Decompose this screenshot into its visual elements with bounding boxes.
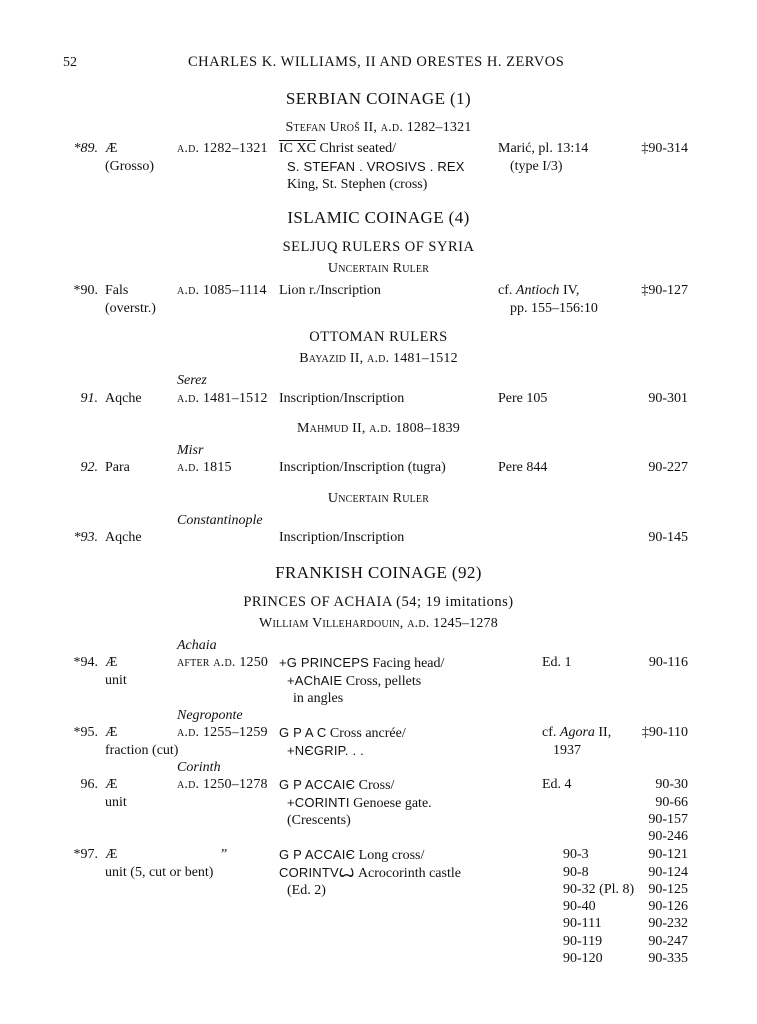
subtitle-ottoman: OTTOMAN RULERS xyxy=(309,329,448,345)
description-line-1 xyxy=(279,654,444,672)
reference-pages: pp. 155–156:10 xyxy=(510,301,598,316)
subtitle-seljuq: SELJUQ RULERS OF SYRIA xyxy=(282,239,475,255)
reference xyxy=(498,282,579,299)
reference: Marić, pl. 13:14 xyxy=(498,141,589,156)
description-line-2 xyxy=(279,864,461,882)
denomination: unit xyxy=(105,795,127,810)
description-text: Genoese gate. xyxy=(349,796,432,811)
description-text: Facing head/ xyxy=(368,656,445,671)
inventory-number-right: 90-335 xyxy=(648,951,688,966)
description-line-1 xyxy=(279,846,424,864)
reference: Ed. 1 xyxy=(542,655,572,670)
subtitle-achaia: PRINCES OF ACHAIA (54; 19 imitations) xyxy=(243,594,514,610)
ref-prefix: cf. xyxy=(542,725,560,740)
date: a.d. 1481–1512 xyxy=(177,391,268,406)
description-line-3: in angles xyxy=(293,691,344,706)
inventory-number-left: 90-40 xyxy=(563,899,596,914)
ruler-bayazid: Bayazid II, a.d. 1481–1512 xyxy=(299,351,458,366)
inventory-number: ‡90-314 xyxy=(641,141,688,156)
ditto-mark: ” xyxy=(221,847,228,862)
reference-type: (type I/3) xyxy=(510,159,563,174)
legend: CORINTVꙌ xyxy=(279,865,355,880)
inventory-number: 90-227 xyxy=(648,460,688,475)
inventory-number-left: 90-3 xyxy=(563,847,589,862)
date: a.d. 1250–1278 xyxy=(177,777,268,792)
ruler-william: William Villehardouin, a.d. 1245–1278 xyxy=(259,616,498,631)
inventory-number: 90-116 xyxy=(648,655,688,670)
denomination: Para xyxy=(105,460,130,475)
description-line-3: (Ed. 2) xyxy=(287,883,326,898)
entry-number: *89. xyxy=(73,141,98,156)
description: Lion r./Inscription xyxy=(279,283,381,298)
legend: G P ACCAIЄ xyxy=(279,847,356,862)
denomination: Aqche xyxy=(105,530,142,545)
entry-number: *97. xyxy=(73,847,98,862)
description-line-1 xyxy=(279,140,396,157)
mint: Misr xyxy=(177,443,204,458)
inventory-number: 90-157 xyxy=(648,812,688,827)
ruler-uncertain-2: Uncertain Ruler xyxy=(327,491,430,506)
inventory-number-left: 90-32 (Pl. 8) xyxy=(563,882,635,897)
mint: Achaia xyxy=(177,638,217,653)
inventory-number: ‡90-110 xyxy=(641,725,688,740)
reference xyxy=(542,724,611,741)
description-line-1 xyxy=(279,776,394,794)
date: after a.d. 1250 xyxy=(177,655,269,670)
metal: Æ xyxy=(105,141,118,156)
entry-number: 96. xyxy=(80,777,98,792)
description-legend: +NЄGRIP. . . xyxy=(287,743,364,758)
ref-title: Agora xyxy=(559,725,595,740)
description-line-3: (Crescents) xyxy=(287,813,351,828)
inventory-number-right: 90-126 xyxy=(648,899,688,914)
metal: Æ xyxy=(105,777,118,792)
ruler-uncertain: Uncertain Ruler xyxy=(327,261,430,276)
reference-year: 1937 xyxy=(553,743,581,758)
description-text: Acrocorinth castle xyxy=(354,866,461,881)
section-title-frankish: FRANKISH COINAGE (92) xyxy=(275,563,482,582)
section-title-serbian: SERBIAN COINAGE (1) xyxy=(285,89,472,108)
monogram: IC XC xyxy=(279,141,316,156)
description-line-1 xyxy=(279,724,406,742)
inventory-number-left: 90-111 xyxy=(563,916,602,931)
description: Inscription/Inscription xyxy=(279,530,405,545)
inventory-number-left: 90-8 xyxy=(563,865,589,880)
page-number: 52 xyxy=(63,55,77,70)
inventory-number: 90-246 xyxy=(648,829,688,844)
date: a.d. 1815 xyxy=(177,460,232,475)
denomination: unit xyxy=(105,673,127,688)
inventory-number: 90-66 xyxy=(655,795,688,810)
legend: +CORINTI xyxy=(287,795,350,810)
entry-number: *94. xyxy=(73,655,98,670)
inventory-number-right: 90-121 xyxy=(648,847,688,862)
legend: G P A C xyxy=(279,725,327,740)
description-text: Cross, pellets xyxy=(342,674,422,689)
mint: Corinth xyxy=(177,760,221,775)
entry-number: *93. xyxy=(73,530,98,545)
section-title-islamic: ISLAMIC COINAGE (4) xyxy=(287,208,470,227)
date: a.d. 1255–1259 xyxy=(177,725,268,740)
entry-number: *90. xyxy=(73,283,98,298)
reference: Pere 844 xyxy=(498,460,548,475)
description-legend: S. STEFAN . VROSIVS . REX xyxy=(287,159,465,174)
metal: Æ xyxy=(105,655,118,670)
inventory-number: 90-145 xyxy=(648,530,688,545)
ruler-mahmud: Mahmud II, a.d. 1808–1839 xyxy=(297,421,460,436)
denomination: unit (5, cut or bent) xyxy=(105,865,214,880)
mint: Negroponte xyxy=(177,708,243,723)
ref-suffix: IV, xyxy=(559,283,580,298)
description: Inscription/Inscription xyxy=(279,391,405,406)
entry-number: 92. xyxy=(80,460,98,475)
metal: Æ xyxy=(105,847,118,862)
legend: G P ACCAIЄ xyxy=(279,777,356,792)
denomination: (Grosso) xyxy=(105,159,154,174)
inventory-number: ‡90-127 xyxy=(641,283,688,298)
inventory-number-right: 90-124 xyxy=(648,865,688,880)
denomination: fraction (cut) xyxy=(105,743,179,758)
entry-number: *95. xyxy=(73,725,98,740)
denomination: Fals xyxy=(105,283,129,298)
running-head: CHARLES K. WILLIAMS, II AND ORESTES H. ZERVOS xyxy=(188,54,565,70)
inventory-number-left: 90-120 xyxy=(563,951,603,966)
mint: Serez xyxy=(177,373,207,388)
reference: Pere 105 xyxy=(498,391,548,406)
description-text: Cross ancrée/ xyxy=(326,726,406,741)
ref-prefix: cf. xyxy=(498,283,516,298)
date: a.d. 1282–1321 xyxy=(177,141,268,156)
inventory-number-right: 90-232 xyxy=(648,916,688,931)
date: a.d. 1085–1114 xyxy=(177,283,267,298)
inventory-number-right: 90-125 xyxy=(648,882,688,897)
description-text: Long cross/ xyxy=(355,848,425,863)
legend: +AChAIE xyxy=(287,673,343,688)
metal: Æ xyxy=(105,725,118,740)
legend: +G PRINCEPS xyxy=(279,655,369,670)
mint: Constantinople xyxy=(177,513,263,528)
ruler-stefan: Stefan Uroš II, a.d. 1282–1321 xyxy=(285,120,472,135)
inventory-number-left: 90-119 xyxy=(563,934,603,949)
description-text: Cross/ xyxy=(355,778,395,793)
reference: Ed. 4 xyxy=(542,777,572,792)
ref-suffix: II, xyxy=(594,725,612,740)
description-line-2 xyxy=(287,794,432,812)
denomination-note: (overstr.) xyxy=(105,301,156,316)
entry-number: 91. xyxy=(80,391,98,406)
inventory-number: 90-30 xyxy=(655,777,688,792)
description-text: Christ seated/ xyxy=(315,141,397,156)
description-line-3: King, St. Stephen (cross) xyxy=(287,177,428,192)
denomination: Aqche xyxy=(105,391,142,406)
inventory-number-right: 90-247 xyxy=(648,934,688,949)
description-line-2 xyxy=(287,672,421,690)
inventory-number: 90-301 xyxy=(648,391,688,406)
ref-title: Antioch xyxy=(515,283,560,298)
description: Inscription/Inscription (tugra) xyxy=(279,460,446,475)
